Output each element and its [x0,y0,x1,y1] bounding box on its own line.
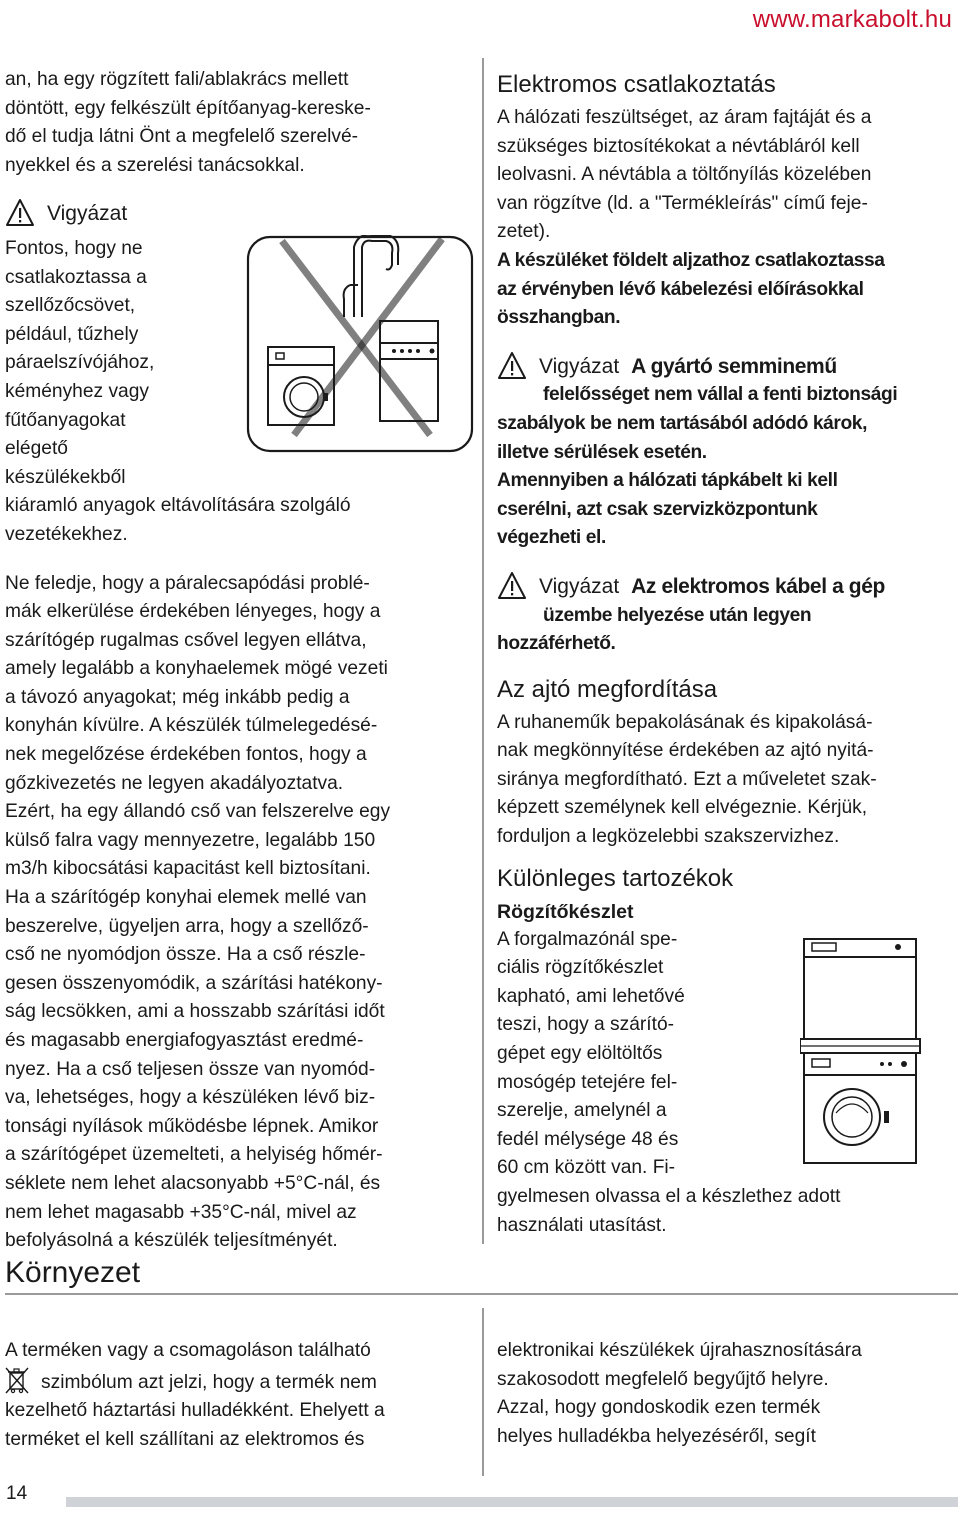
text-line: Fontos, hogy ne [5,237,143,259]
column-divider-top [482,58,484,1244]
text-line: kiáramló anyagok eltávolítására szolgáló [5,495,351,517]
text-line: A készüléket földelt aljzathoz csatlakoztassa [497,249,885,271]
warning-title: Vigyázat [539,354,620,378]
text-line: A forgalmazónál spe- [497,928,678,950]
text-line: döntött, egy felkészült építőanyag-kereske- [5,97,371,119]
text-line: gesen összenyomódik, a szárítási hatékony- [5,972,383,994]
text-line: gépet egy elöltöltős [497,1043,663,1065]
page-number: 14 [6,1483,28,1504]
electrical-connection-heading: Elektromos csatlakoztatás [497,71,776,98]
text-line: m3/h kibocsátási kapacitást kell biztosítani. [5,858,371,880]
condensation-paragraph [5,570,475,1256]
text-line: 60 cm között van. Fi- [497,1157,676,1179]
warning-title: Vigyázat [539,574,620,598]
text-line: szükséges biztosítékokat a névtábláról kell [497,135,860,157]
warning-triangle-icon [5,198,35,228]
symbol-line [5,1366,475,1398]
text-line: nem lehet magasabb +35°C-nál, mivel az [5,1201,357,1223]
text-line: külső falra vagy mennyezetre, legalább 150 [5,829,376,851]
text-line: amely legalább a konyhaelemek mögé vezeti [5,658,388,680]
environment-left-column [5,1337,475,1454]
text-line: nek megelőzése érdekében fontos, hogy a [5,744,367,766]
stacked-dryer-washer-illustration [800,935,922,1167]
warning-triangle-icon [497,351,527,381]
text-line: fűtőanyagokat [5,409,126,431]
cable-access-warning [497,573,959,659]
text-line: Azzal, hogy gondoskodik ezen termék [497,1397,821,1419]
crossed-bin-icon [5,1366,29,1394]
environment-rule [5,1293,958,1295]
door-paragraph [497,709,959,852]
text-line: hozzáférhető. [497,633,616,655]
text-line: nyez. Ha a cső teljesen össze van nyomód- [5,1058,376,1080]
text-line: konyhán kívülre. A készülék túlmelegedésé- [5,715,378,737]
text-line: fedél mélysége 48 és [497,1128,679,1150]
text-line: használati utasítást. [497,1214,667,1236]
text-line: va, lehetséges, hogy a készüléken lévő biz- [5,1087,376,1109]
text-line: cső ne nyomódjon össze. Ha a cső részle- [5,944,366,966]
text-line: gyelmesen olvassa el a készlethez adott [497,1186,841,1207]
no-chimney-connection-illustration [246,235,474,453]
text-line: A hálózati feszültséget, az áram fajtáját és a [497,107,872,128]
text-line: szabályok be nem tartásából adódó károk, [497,412,868,434]
text-line: mosógép tetejére fel- [497,1071,678,1093]
text-line: kéményhez vagy [5,380,149,402]
text-line: Amennyiben a hálózati tápkábelt ki kell [497,470,838,492]
door-reversal-heading: Az ajtó megfordítása [497,675,718,703]
liability-warning [497,353,959,553]
text-line: leolvasni. A névtábla a töltőnyílás közelében [497,164,872,186]
footer-bar [66,1497,958,1507]
text-line: szerelje, amelynél a [497,1100,667,1122]
intro-paragraph [5,66,475,180]
text-line: séklete nem lehet alacsonyabb +5°C-nál, és [5,1172,381,1194]
environment-right-column [497,1337,959,1451]
text-line: üzembe helyezése után legyen [543,604,812,626]
environment-heading: Környezet [5,1256,141,1289]
text-line: Ne feledje, hogy a páralecsapódási problé- [5,572,370,594]
text-line: és magasabb energiafogyasztást eredmé- [5,1030,364,1051]
site-url[interactable]: www.markabolt.hu [752,6,952,33]
text-line: A terméken vagy a csomagoláson található [5,1340,371,1361]
text-line: illetve sérülések esetén. [497,441,707,463]
text-line: felelősséget nem vállal a fenti biztonsági [543,384,898,406]
text-line: tonsági nyílások működésbe lépnek. Amikor [5,1115,379,1137]
warning-title: Vigyázat [47,202,128,226]
column-divider-bottom [482,1308,484,1476]
text-line: A ruhaneműk bepakolásának és kipakolásá- [497,711,873,733]
text-line: képzett személynek kell elvégeznie. Kérjük, [497,797,868,819]
text-line: van rögzítve (ld. a "Termékleírás" című feje- [497,192,868,214]
text-line: készülékekből [5,466,126,488]
warning-triangle-icon [497,571,527,601]
accessories-heading: Különleges tartozékok [497,864,734,892]
text-line: helyes hulladékba helyezéséről, segít [497,1425,816,1447]
text-line: an, ha egy rögzített fali/ablakrács mellett [5,69,349,90]
warning-lead: Az elektromos kábel a gép [631,574,885,598]
text-line: zetet). [497,221,551,243]
text-line: kapható, ami lehetővé [497,985,685,1007]
text-line: az érvényben lévő kábelezési előírásokkal [497,278,864,300]
fixing-kit-subheading: Rögzítőkészlet [497,900,634,923]
text-line: a távozó anyagokat; még inkább pedig a [5,686,350,708]
text-line: befolyásolná a készülék teljesítményét. [5,1230,338,1252]
text-line: elektronikai készülékek újrahasznosítására [497,1340,862,1361]
text-line: elégető [5,438,68,460]
text-line: forduljon a legközelebbi szakszervizhez. [497,826,840,848]
text-line: nak megkönnyítése érdekében az ajtó nyitá- [497,740,874,762]
text-line: csatlakoztassa a [5,266,147,288]
text-line: kezelhető háztartási hulladékként. Ehelyett a [5,1400,385,1422]
text-line: összhangban. [497,307,621,329]
text-line: ciális rögzítőkészlet [497,957,664,979]
text-line: például, tűzhely [5,323,139,345]
warning-lead: A gyártó semminemű [631,354,837,378]
text-line: szellőzőcsövet, [5,295,136,317]
text-line: Ha a szárítógép konyhai elemek mellé van [5,887,367,909]
text-line: teszi, hogy a szárító- [497,1014,675,1036]
text-line: siránya megfordítható. Ezt a műveletet szak- [497,768,877,790]
text-line: gőzkivezetés ne legyen akadályoztatva. [5,772,344,794]
electrical-paragraph [497,104,959,333]
text-line: cserélni, azt csak szervizközpontunk [497,498,818,520]
text-line: a szárítógépet üzemelteti, a helyiség hőmér- [5,1144,383,1166]
text-line: Ezért, ha egy állandó cső van felszerelve egy [5,801,391,823]
text-line: terméket el kell szállítani az elektromos és [5,1428,365,1450]
text-line: beszerelve, ügyeljen arra, hogy a szellőző- [5,915,369,937]
text-line: dő el tudja látni Önt a megfelelő szerelvé- [5,126,359,148]
text-line: szakosodott megfelelő begyűjtő helyre. [497,1368,829,1390]
text-line: mák elkerülése érdekében lényeges, hogy a [5,601,381,623]
text-line: szárítógép rugalmas csővel legyen ellátva, [5,629,367,651]
text-line: szimbólum azt jelzi, hogy a termék nem [41,1371,377,1393]
text-line: ság lecsökken, ami a hosszabb szárítási időt [5,1001,385,1023]
text-line: páraelszívójához, [5,352,155,374]
text-line: vezetékekhez. [5,523,128,545]
text-line: nyekkel és a szerelési tanácsokkal. [5,154,305,176]
text-line: végezheti el. [497,527,606,549]
